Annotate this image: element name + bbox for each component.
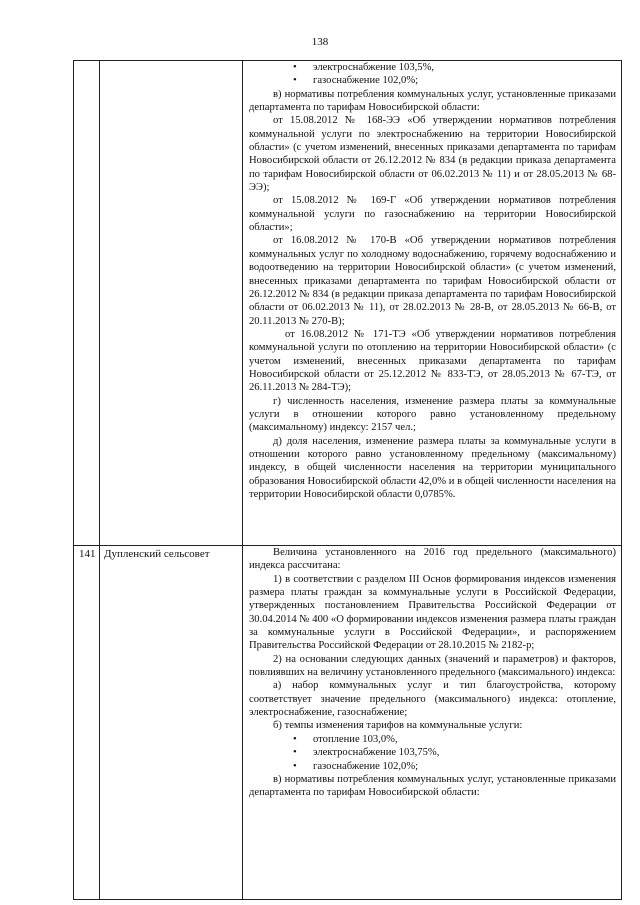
row-content: [243, 546, 622, 900]
paragraph: в) нормативы потребления коммунальных услуг, установленные приказами департамента по тарифам Новосибирской области:: [249, 88, 616, 114]
paragraph: а) набор коммунальных услуг и тип благоустройства, которому соответствует значение предельного (максимального) индекса: отопление, электроснабжение, газоснабжение;: [249, 680, 616, 719]
row-number: [74, 61, 100, 546]
paragraph: от 15.08.2012 № 169-Г «Об утверждении нормативов потребления коммунальной услуги по газоснабжению на территории Новосибирской области»;: [249, 195, 616, 234]
bullet-item: • газоснабжение 102,0%;: [249, 760, 616, 773]
row-number: 141: [74, 546, 100, 900]
bullet-item: • отопление 103,0%,: [249, 733, 616, 746]
paragraph: от 16.08.2012 № 171-ТЭ «Об утверждении нормативов потребления коммунальной услуги по отоплению на территории Новосибирской области» (с учетом изменений, внесенных приказами департамента по тарифам Новосибирской области от 25.12.2012 № 833-ТЭ, от 28.05.2013 № 67-ТЭ, от 26.11.2013 № 284-ТЭ);: [249, 328, 616, 394]
paragraph: б) темпы изменения тарифов на коммунальные услуги:: [273, 720, 523, 732]
document-table: [73, 60, 622, 900]
content-block: [249, 546, 616, 800]
bullet-item: • электроснабжение 103,5%,: [249, 61, 616, 74]
paragraph: от 16.08.2012 № 170-В «Об утверждении нормативов потребления коммунальных услуг по холодному водоснабжению, горячему водоснабжению и водоотведению на территории Новосибирской области» (с учетом изменений, внесенных приказами департамента по тарифам Новосибирской области от 26.12.2012 № 834 (в редакции приказа департамента по тарифам Новосибирской области от 06.02.2013 № 11), от 28.02.2013 № 28-В, от 28.05.2013 № 66-В, от 20.11.2013 № 270-В);: [249, 235, 616, 327]
content-block: [249, 61, 616, 501]
paragraph: 2) на основании следующих данных (значений и параметров) и факторов, повлиявших на величину установленного предельного (максимального) индекса:: [249, 653, 616, 679]
page-number: 138: [311, 36, 329, 48]
table-row: [74, 61, 622, 546]
municipality-name: [100, 61, 243, 546]
paragraph: от 15.08.2012 № 168-ЭЭ «Об утверждении нормативов потребления коммунальной услуги по электроснабжению на территории Новосибирской области» (с учетом изменений, внесенных приказами департамента по тарифам Новосибирской области от 26.12.2012 № 834 (в редакции приказа департамента по тарифам Новосибирской области от 06.02.2013 № 11) и от 28.05.2013 № 68-ЭЭ);: [249, 115, 616, 194]
paragraph: Величина установленного на 2016 год предельного (максимального) индекса рассчитана:: [249, 547, 616, 572]
bullet-item: • газоснабжение 102,0%;: [249, 74, 616, 87]
row-content: [243, 61, 622, 546]
paragraph: д) доля населения, изменение размера платы за коммунальные услуги в отношении которого равно установленному предельному (максимальному) индексу, в общей численности населения на территории муниципального образования Новосибирской области 42,0% и в общей численности населения на территории Новосибирской области 0,0785%.: [249, 435, 616, 500]
paragraph: 1) в соответствии с разделом III Основ формирования индексов изменения размера платы граждан за коммунальные услуги в Российской Федерации, утвержденных постановлением Правительства Российской Федерации от 30.04.2014 № 400 «О формировании индексов изменения размера платы граждан за коммунальные услуги в Российской Федерации», и распоряжением Правительства Российской Федерации от 28.10.2015 № 2182-р;: [249, 573, 616, 652]
bullet-item: • электроснабжение 103,75%,: [249, 746, 616, 759]
paragraph: в) нормативы потребления коммунальных услуг, установленные приказами департамента по тарифам Новосибирской области:: [249, 773, 616, 799]
paragraph: г) численность населения, изменение размера платы за коммунальные услуги в отношении которого равно установленному предельному (максимальному) индексу: 2157 чел.;: [249, 395, 616, 434]
municipality-name: Дупленский сельсовет: [100, 546, 243, 900]
table-row: [74, 546, 622, 900]
